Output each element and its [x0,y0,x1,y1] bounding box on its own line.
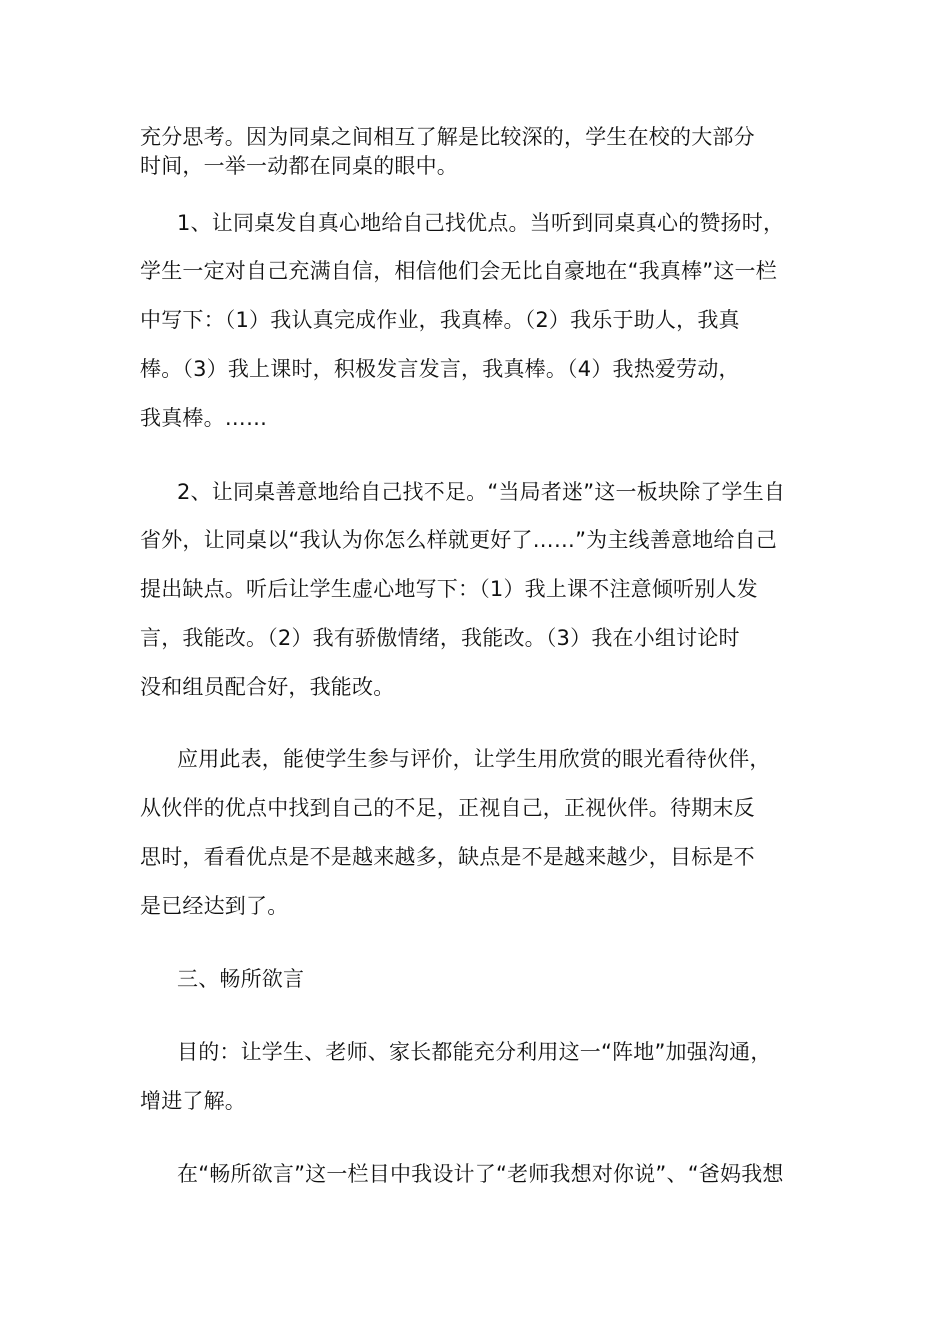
text-line: 是已经达到了。 [140,894,289,918]
text-line: 思时，看看优点是不是越来越多，缺点是不是越来越少，目标是不 [140,845,755,869]
text-line: 时间，一举一动都在同桌的眼中。 [140,154,458,178]
text-line: 增进了解。 [140,1089,246,1113]
text-line: 棒。（3）我上课时，积极发言发言，我真棒。（4）我热爱劳动， [140,357,740,381]
text-line: 应用此表，能使学生参与评价，让学生用欣赏的眼光看待伙伴， [177,747,771,771]
text-line: 没和组员配合好，我能改。 [140,675,395,699]
text-line: 中写下：（1）我认真完成作业，我真棒。（2）我乐于助人，我真 [140,308,740,332]
text-line: 从伙伴的优点中找到自己的不足，正视自己，正视伙伴。待期末反 [140,796,755,820]
text-line: 1、让同桌发自真心地给自己找优点。当听到同桌真心的赞扬时， [177,211,785,235]
text-line: 充分思考。因为同桌之间相互了解是比较深的，学生在校的大部分 [140,125,755,149]
text-line: 我真棒。…… [140,406,268,430]
text-line: 目的：让学生、老师、家长都能充分利用这一“阵地”加强沟通， [177,1040,772,1064]
text-line: 省外，让同桌以“我认为你怎么样就更好了……”为主线善意地给自己 [140,528,777,552]
section-heading: 三、畅所欲言 [177,967,305,991]
text-line: 言，我能改。（2）我有骄傲情绪，我能改。（3）我在小组讨论时 [140,626,740,650]
text-line: 在“畅所欲言”这一栏目中我设计了“老师我想对你说”、“爸妈我想 [177,1162,784,1186]
text-line: 2、让同桌善意地给自己找不足。“当局者迷”这一板块除了学生自 [177,480,786,504]
text-line: 提出缺点。听后让学生虚心地写下：（1）我上课不注意倾听别人发 [140,577,758,601]
text-line: 学生一定对自己充满自信，相信他们会无比自豪地在“我真棒”这一栏 [140,259,777,283]
